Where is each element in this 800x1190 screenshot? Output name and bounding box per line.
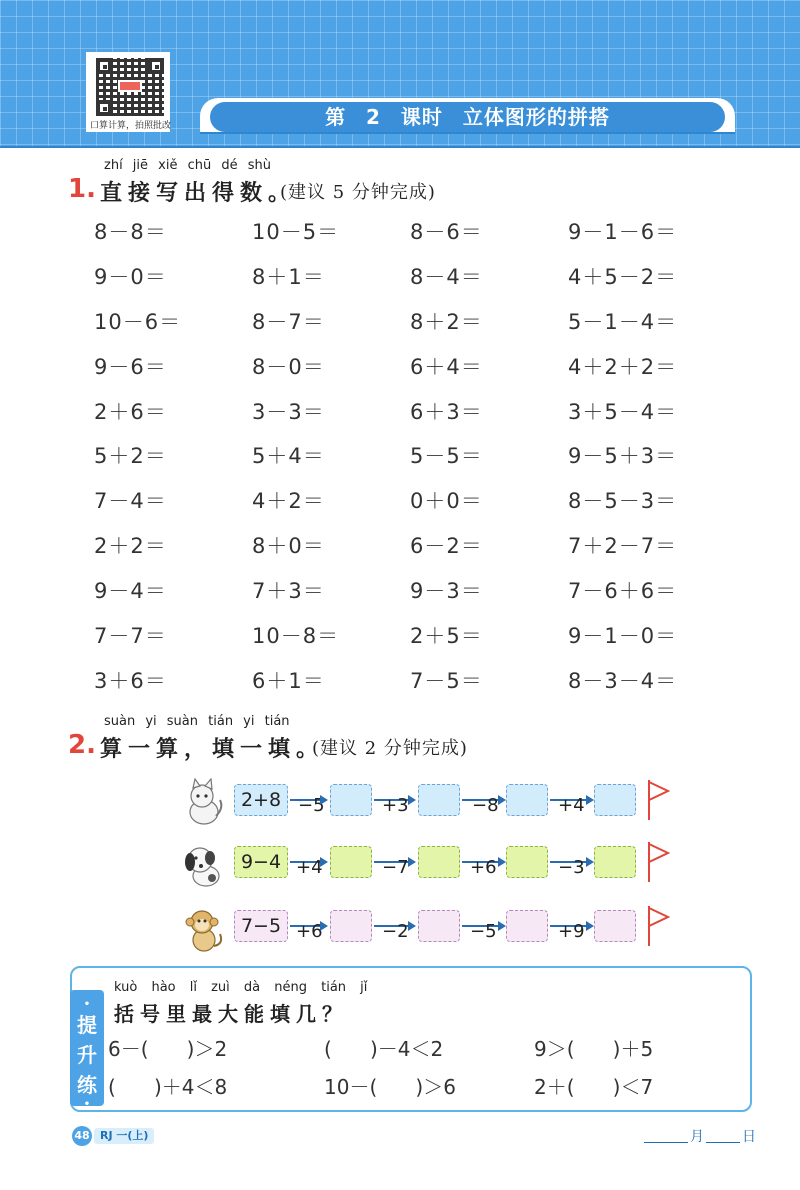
chain-start-box xyxy=(234,910,288,942)
arrow xyxy=(374,795,414,816)
equation-item[interactable]: 5－1－4＝ xyxy=(568,309,678,334)
chain-row-monkey xyxy=(180,898,680,958)
answer-box[interactable] xyxy=(506,784,548,816)
equation-item[interactable]: 5＋2＝ xyxy=(94,444,167,469)
qr-code-icon xyxy=(96,58,164,116)
equation-item[interactable]: 4＋5－2＝ xyxy=(568,264,678,289)
finish-flag-icon xyxy=(646,778,672,822)
extension-item[interactable]: ( )＋4＜8 xyxy=(108,1075,228,1099)
equation-item[interactable]: 9－0＝ xyxy=(94,264,167,289)
equation-item[interactable]: 8＋0＝ xyxy=(252,534,325,559)
equation-item[interactable]: 6－2＝ xyxy=(410,534,483,559)
equation-item[interactable]: 7－5＝ xyxy=(410,668,483,693)
extension-item[interactable]: 2＋( )＜7 xyxy=(534,1075,654,1099)
equation-item[interactable]: 8－0＝ xyxy=(252,354,325,379)
chain-op: −5 xyxy=(470,921,497,942)
section2-title: 算一算，填一填。 xyxy=(100,737,325,762)
arrow xyxy=(462,795,504,816)
arrow xyxy=(290,921,326,942)
section1-title: 直接写出得数。 xyxy=(100,181,297,206)
equation-item[interactable]: 8－3－4＝ xyxy=(568,668,678,693)
chain-row-cat xyxy=(180,772,680,832)
chain-start-value: 9−4 xyxy=(240,851,282,873)
equation-item[interactable]: 8＋1＝ xyxy=(252,264,325,289)
cat-icon xyxy=(180,778,226,828)
day-label: 日 xyxy=(742,1129,756,1145)
equation-grid xyxy=(94,216,714,710)
equation-item[interactable]: 7－4＝ xyxy=(94,489,167,514)
page-number: 48 xyxy=(72,1126,92,1146)
dog-icon xyxy=(180,840,226,890)
equation-item[interactable]: 9－4＝ xyxy=(94,579,167,604)
equation-item[interactable]: 9－5＋3＝ xyxy=(568,444,678,469)
equation-item[interactable]: 10－5＝ xyxy=(252,220,340,244)
equation-item[interactable]: 2＋2＝ xyxy=(94,534,167,559)
equation-item[interactable]: 7－7＝ xyxy=(94,624,167,649)
section1-number: 1. xyxy=(68,174,96,204)
equation-item[interactable]: 10－8＝ xyxy=(252,624,340,649)
section1-hint: (建议 5 分钟完成) xyxy=(280,182,436,203)
equation-item[interactable]: 9－6＝ xyxy=(94,354,167,379)
extension-tab-char: 练 xyxy=(77,1073,97,1097)
chain-op: +4 xyxy=(558,795,585,816)
answer-box[interactable] xyxy=(330,846,372,878)
answer-box[interactable] xyxy=(594,910,636,942)
equation-item[interactable]: 5－5＝ xyxy=(410,444,483,469)
chain-op: +3 xyxy=(382,795,409,816)
arrow xyxy=(550,921,592,942)
month-blank[interactable] xyxy=(644,1142,688,1143)
extension-tab-char: 升 xyxy=(77,1043,97,1067)
equation-item[interactable]: 8＋2＝ xyxy=(410,309,483,334)
equation-item[interactable]: 10－6＝ xyxy=(94,309,182,334)
arrow xyxy=(374,857,414,878)
equation-item[interactable]: 7－6＋6＝ xyxy=(568,579,678,604)
equation-item[interactable]: 6＋1＝ xyxy=(252,668,325,693)
answer-box[interactable] xyxy=(418,784,460,816)
monkey-icon xyxy=(180,904,226,954)
arrow xyxy=(550,795,592,816)
extension-pinyin: kuò hào lǐ zuì dà néng tián jǐ xyxy=(114,980,368,995)
chain-op: +4 xyxy=(296,857,323,878)
chain-op: −3 xyxy=(558,857,585,878)
equation-item[interactable]: 2＋5＝ xyxy=(410,624,483,649)
chain-row-dog xyxy=(180,834,680,894)
chain-op: +9 xyxy=(558,921,585,942)
equation-item[interactable]: 7＋3＝ xyxy=(252,579,325,604)
chain-start-box xyxy=(234,784,288,816)
equation-item[interactable]: 9－3＝ xyxy=(410,579,483,604)
equation-item[interactable]: 8－4＝ xyxy=(410,264,483,289)
arrow xyxy=(374,921,414,942)
chain-start-value: 2+8 xyxy=(240,789,282,811)
extension-tab-char: 提 xyxy=(77,1013,97,1037)
equation-item[interactable]: 3＋6＝ xyxy=(94,668,167,693)
qr-code-panel[interactable] xyxy=(86,52,170,132)
equation-item[interactable]: 3－3＝ xyxy=(252,399,325,424)
extension-title: 括号里最大能填几？ xyxy=(114,1002,348,1026)
qr-caption: 口算计算，拍照批改 xyxy=(90,121,172,131)
day-blank[interactable] xyxy=(706,1142,740,1143)
header-banner xyxy=(0,0,800,148)
answer-box[interactable] xyxy=(418,910,460,942)
equation-item[interactable]: 9－1－0＝ xyxy=(568,624,678,649)
answer-box[interactable] xyxy=(506,846,548,878)
chain-op: +6 xyxy=(296,921,323,942)
answer-box[interactable] xyxy=(506,910,548,942)
arrow xyxy=(290,795,326,816)
extension-tab: • 提 升 练 • xyxy=(70,990,104,1106)
edition-label: RJ 一(上) xyxy=(94,1128,154,1144)
equation-item[interactable]: 0＋0＝ xyxy=(410,489,483,514)
chain-op: −5 xyxy=(298,795,325,816)
equation-item[interactable]: 8－5－3＝ xyxy=(568,489,678,514)
answer-box[interactable] xyxy=(418,846,460,878)
equation-item[interactable]: 8－7＝ xyxy=(252,309,325,334)
answer-box[interactable] xyxy=(330,910,372,942)
extension-item[interactable]: 6－( )＞2 xyxy=(108,1037,228,1061)
equation-item[interactable]: 4＋2＝ xyxy=(252,489,325,514)
chain-start-box xyxy=(234,846,288,878)
equation-item[interactable]: 8－6＝ xyxy=(410,220,483,244)
arrow xyxy=(550,857,592,878)
section2-hint: (建议 2 分钟完成) xyxy=(312,738,468,759)
finish-flag-icon xyxy=(646,840,672,884)
chain-op: −8 xyxy=(472,795,499,816)
equation-item[interactable]: 9－1－6＝ xyxy=(568,220,678,244)
equation-item[interactable]: 6＋4＝ xyxy=(410,354,483,379)
extension-item[interactable]: ( )－4＜2 xyxy=(324,1037,444,1061)
equation-item[interactable]: 5＋4＝ xyxy=(252,444,325,469)
arrow xyxy=(462,921,504,942)
extension-item[interactable]: 10－( )＞6 xyxy=(324,1075,456,1099)
section2-number: 2. xyxy=(68,730,96,760)
equation-item[interactable]: 7＋2－7＝ xyxy=(568,534,678,559)
arrow xyxy=(462,857,504,878)
arrow xyxy=(290,857,326,878)
chain-op: −7 xyxy=(382,857,409,878)
answer-box[interactable] xyxy=(594,846,636,878)
equation-item[interactable]: 6＋3＝ xyxy=(410,399,483,424)
lesson-title: 第 2 课时 立体图形的拼搭 xyxy=(210,102,725,132)
month-label: 月 xyxy=(690,1129,704,1145)
extension-grid xyxy=(108,1034,708,1110)
equation-item[interactable]: 3＋5－4＝ xyxy=(568,399,678,424)
finish-flag-icon xyxy=(646,904,672,948)
section1-pinyin: zhí jiē xiě chū dé shù xyxy=(104,158,271,173)
answer-box[interactable] xyxy=(594,784,636,816)
chain-op: +6 xyxy=(470,857,497,878)
answer-box[interactable] xyxy=(330,784,372,816)
equation-item[interactable]: 8－8＝ xyxy=(94,220,167,244)
chain-op: −2 xyxy=(382,921,409,942)
equation-item[interactable]: 4＋2＋2＝ xyxy=(568,354,678,379)
equation-item[interactable]: 2＋6＝ xyxy=(94,399,167,424)
section2-pinyin: suàn yi suàn tián yi tián xyxy=(104,714,290,729)
extension-item[interactable]: 9＞( )＋5 xyxy=(534,1037,654,1061)
chain-start-value: 7−5 xyxy=(240,915,282,937)
